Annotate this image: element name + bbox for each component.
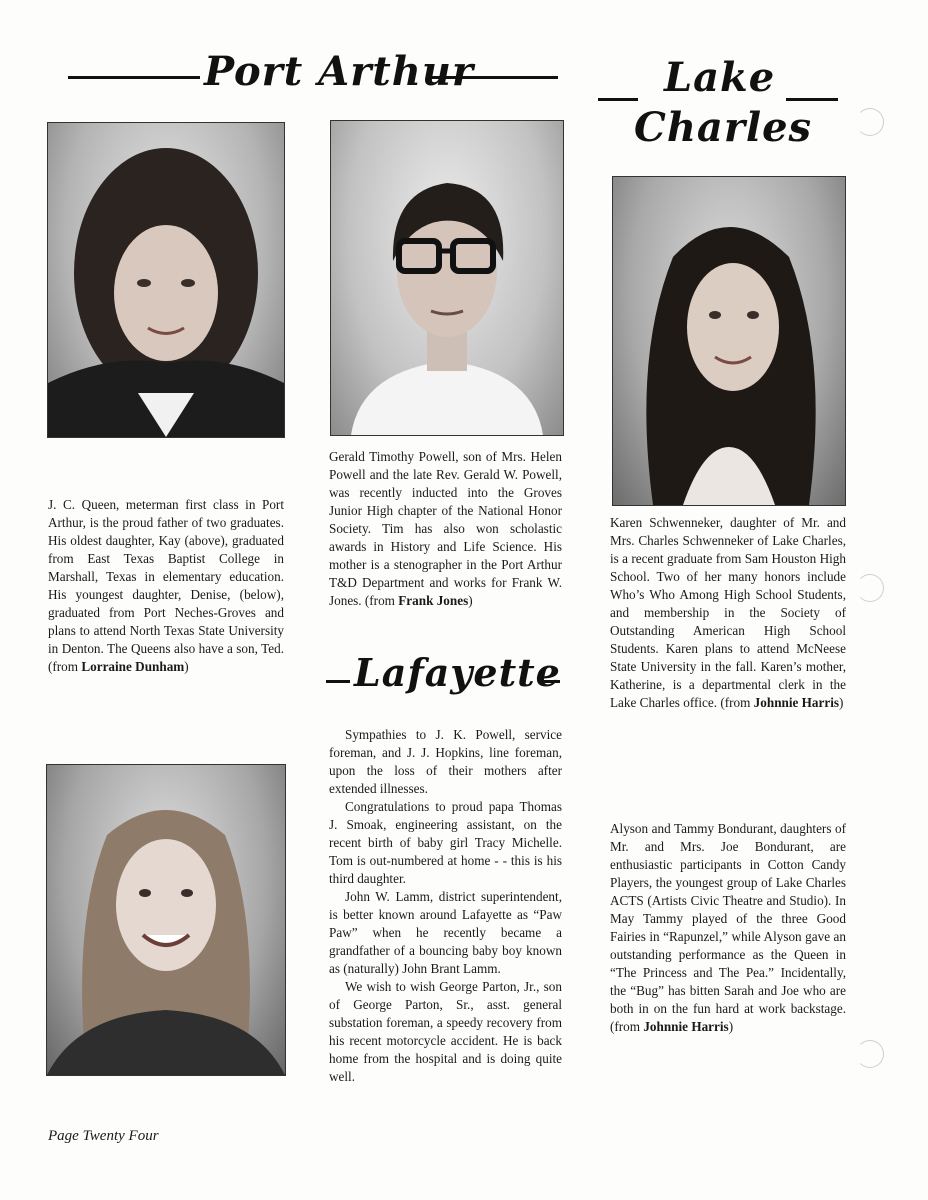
heading-rule-right: [540, 680, 560, 683]
bondurant-article-end: ): [728, 1019, 734, 1034]
heading-rule-right: [786, 98, 838, 101]
binder-hole: [856, 1040, 884, 1068]
queen-article: [48, 496, 284, 676]
queen-article-credit: Lorraine Dunham: [81, 659, 185, 674]
portrait-illustration: [613, 177, 845, 505]
schwenneker-article-end: ): [839, 695, 844, 710]
port-arthur-heading: Port Arthur: [204, 48, 474, 95]
schwenneker-article-credit: Johnnie Harris: [753, 695, 840, 710]
schwenneker-article: [610, 514, 846, 712]
lafayette-paragraph: John W. Lamm, district superintendent, is better known around Lafayette as “Paw Paw” when he recently became a grandfather of a bouncing baby boy known as (naturally) John Brant Lamm.: [329, 889, 562, 976]
binder-hole: [856, 108, 884, 136]
karen-schwenneker-photo: [612, 176, 846, 506]
bondurant-article-body: Alyson and Tammy Bondurant, daughters of Mr. and Mrs. Joe Bondurant, are enthusiastic participants in Cotton Candy Players, the youngest group of Lake Charles ACTS (Artists Civic Theatre and Studio). In May Tammy played of the three Good Fairies in “Rapunzel,” while Alyson gave an outstanding performance as the Queen in “The Princess and The Pea.” Incidentally, the “Bug” has bitten Sarah and Joe who are both in on the fun hard at work backstage. (from: [610, 821, 846, 1034]
schwenneker-article-body: Karen Schwenneker, daughter of Mr. and Mrs. Charles Schwenneker of Lake Charles, is a recent graduate from Sam Houston High School. Two of her many honors include Who’s Who Among High School Students, and membership in the Society of Outstanding American High School Students. Karen plans to attend McNeese State University in the fall. Karen’s mother, Katherine, is a departmental clerk in the Lake Charles office. (from: [610, 515, 846, 710]
heading-rule-left: [68, 76, 200, 79]
lafayette-heading: Lafayette: [354, 650, 561, 695]
lafayette-paragraph: We wish to wish George Parton, Jr., son of George Parton, Sr., asst. general substation foreman, a speedy recovery from his recent motorcycle accident. He is back home from the hospital and is doing quite well.: [329, 979, 562, 1084]
portrait-illustration: [331, 121, 563, 435]
lake-charles-heading-line1: Lake: [664, 54, 776, 101]
bondurant-article: [610, 820, 846, 1036]
lake-charles-heading-line2: Charles: [634, 104, 813, 151]
powell-article-end: ): [468, 593, 473, 608]
powell-article: [329, 448, 562, 610]
binder-hole: [856, 574, 884, 602]
heading-rule-right: [432, 76, 558, 79]
lafayette-news: [329, 726, 562, 1086]
page-number-footer: Page Twenty Four: [48, 1128, 159, 1144]
powell-article-body: Gerald Timothy Powell, son of Mrs. Helen Powell and the late Rev. Gerald W. Powell, was recently inducted into the Groves Junior High chapter of the National Honor Society. Tim has also won scholastic awards in History and Life Science. His mother is a stenographer in the Port Arthur T&D Department and works for Frank W. Jones. (from: [329, 449, 562, 608]
kay-queen-photo: [47, 122, 285, 438]
queen-article-body: J. C. Queen, meterman first class in Port Arthur, is the proud father of two graduates. His oldest daughter, Kay (above), graduated from East Texas Baptist College in Marshall, Texas in elementary education. His youngest daughter, Denise, (below), graduated from Port Neches-Groves and plans to attend North Texas State University in Denton. The Queens also have a son, Ted. (from: [48, 497, 284, 674]
queen-article-end: ): [184, 659, 189, 674]
portrait-illustration: [48, 123, 284, 437]
portrait-illustration: [47, 765, 285, 1075]
tim-powell-photo: [330, 120, 564, 436]
bondurant-article-credit: Johnnie Harris: [643, 1019, 729, 1034]
lafayette-paragraph: Sympathies to J. K. Powell, service foreman, and J. J. Hopkins, line foreman, upon the loss of their mothers after extended illnesses.: [329, 727, 562, 796]
powell-article-credit: Frank Jones: [398, 593, 469, 608]
denise-queen-photo: [46, 764, 286, 1076]
heading-rule-left: [326, 680, 350, 683]
lafayette-paragraph: Congratulations to proud papa Thomas J. Smoak, engineering assistant, on the recent birth of baby girl Tracy Michelle. Tom is out-numbered at home - - this is his third daughter.: [329, 799, 562, 886]
heading-rule-left: [598, 98, 638, 101]
